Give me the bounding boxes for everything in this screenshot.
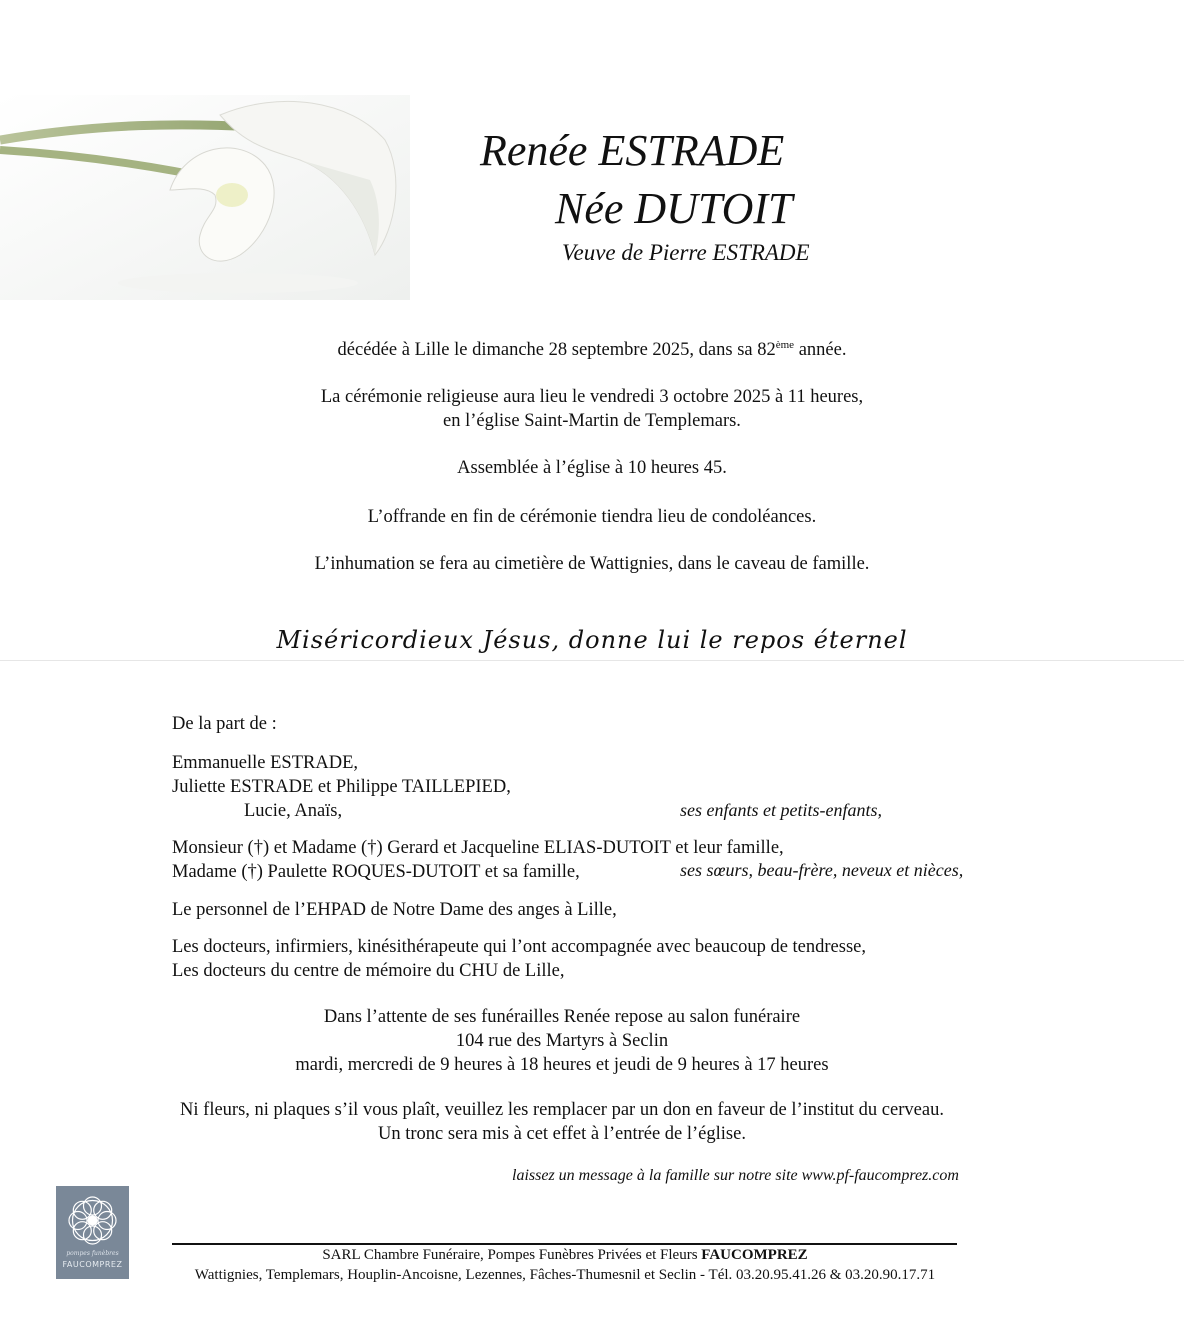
doctors-line-2: Les docteurs du centre de mémoire du CHU de Lille, xyxy=(172,961,565,981)
footer-divider xyxy=(172,1243,957,1245)
logo-brand: FAUCOMPREZ xyxy=(62,1260,123,1269)
burial-info: L’inhumation se fera au cimetière de Wattignies, dans le caveau de famille. xyxy=(314,554,870,574)
funeral-home-logo xyxy=(56,1186,129,1279)
flowers-notice: Ni fleurs, ni plaques s’il vous plaît, veuillez les remplacer par un don en faveur de l’institut du cerveau. Un tronc sera mis à cet effet à l’entrée de l’église. xyxy=(180,1100,944,1144)
widow-of: Veuve de Pierre ESTRADE xyxy=(562,240,810,265)
footer-company: SARL Chambre Funéraire, Pompes Funèbres Privées et Fleurs FAUCOMPREZ xyxy=(322,1247,808,1263)
children-line-2: Juliette ESTRADE et Philippe TAILLEPIED, xyxy=(172,777,511,797)
assembly-info: Assemblée à l’église à 10 heures 45. xyxy=(457,458,727,478)
prayer-line: Miséricordieux Jésus, donne lui le repos éternel xyxy=(276,626,908,654)
doctors-line-1: Les docteurs, infirmiers, kinésithérapeute qui l’ont accompagnée avec beaucoup de tendresse, xyxy=(172,937,866,957)
children-line-1: Emmanuelle ESTRADE, xyxy=(172,753,358,773)
website-note: laissez un message à la famille sur notre site www.pf-faucomprez.com xyxy=(512,1167,959,1184)
maiden-name: Née DUTOIT xyxy=(555,184,793,233)
viewing-info: Dans l’attente de ses funérailles Renée repose au salon funéraire 104 rue des Martyrs à Seclin mardi, mercredi de 9 heures à 18 heures et jeudi de 9 heures à 17 heures xyxy=(295,1007,829,1075)
grandchildren-line: Lucie, Anaïs, xyxy=(244,801,343,821)
logo-tagline: pompes funèbres xyxy=(66,1250,119,1257)
from-intro: De la part de : xyxy=(172,714,277,734)
siblings-line-2: Madame (†) Paulette ROQUES-DUTOIT et sa famille, xyxy=(172,862,580,882)
ordinal-suffix: ème xyxy=(775,338,795,351)
flower-rosette-icon xyxy=(68,1196,117,1245)
death-notice: décédée à Lille le dimanche 28 septembre 2025, dans sa 82ème année. xyxy=(337,338,847,360)
deceased-name: Renée ESTRADE xyxy=(480,126,785,175)
siblings-relation: ses sœurs, beau-frère, neveux et nièces, xyxy=(680,860,964,880)
ceremony-info: La cérémonie religieuse aura lieu le vendredi 3 octobre 2025 à 11 heures, en l’église Saint-Martin de Templemars. xyxy=(320,387,864,431)
calla-lily-image xyxy=(0,95,410,300)
children-relation: ses enfants et petits-enfants, xyxy=(680,800,882,820)
page-fold xyxy=(0,660,1184,661)
offering-info: L’offrande en fin de cérémonie tiendra lieu de condoléances. xyxy=(367,507,817,527)
siblings-line-1: Monsieur (†) et Madame (†) Gerard et Jacqueline ELIAS-DUTOIT et leur famille, xyxy=(172,838,784,858)
staff-line: Le personnel de l’EHPAD de Notre Dame des anges à Lille, xyxy=(172,900,617,920)
footer-brand: FAUCOMPREZ xyxy=(701,1247,808,1263)
footer-locations: Wattignies, Templemars, Houplin-Ancoisne, Lezennes, Fâches-Thumesnil et Seclin - Tél. 03.20.95.41.26 & 03.20.90.17.71 xyxy=(194,1267,936,1283)
